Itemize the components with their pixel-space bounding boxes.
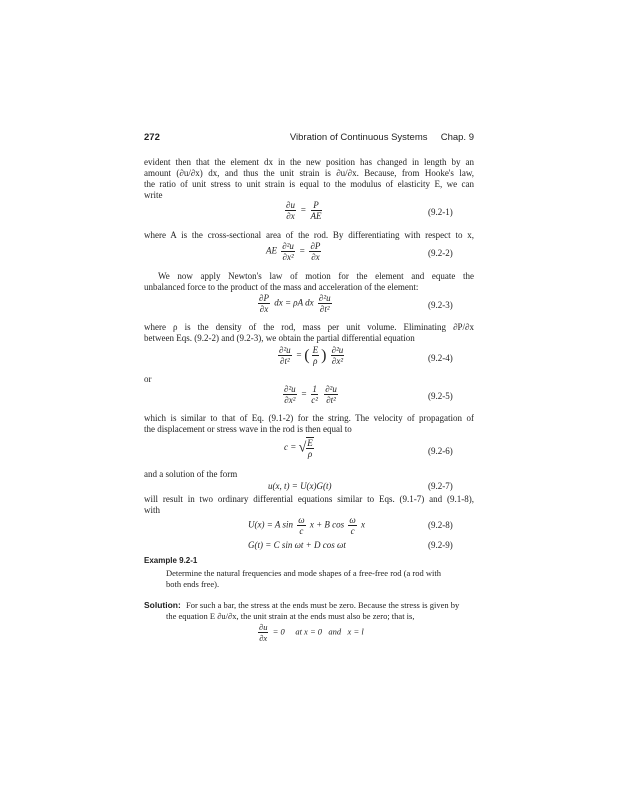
eq5-rhs-den: ∂t²: [326, 395, 336, 405]
text-line: the ratio of unit stress to unit strain is equal to the modulus of elasticity E, we can: [144, 179, 474, 189]
eq4-lhs-num: ∂²u: [279, 345, 291, 355]
eq1-lhs-num: ∂u: [286, 200, 295, 210]
eq4-rhs-den: ∂x²: [331, 356, 344, 366]
equation-9-2-6: c = √ $\frac{E}{\rho}$: [284, 438, 313, 459]
example-statement-line: Determine the natural frequencies and mode shapes of a free-free rod (a rod with: [166, 568, 441, 578]
equation-number: (9.2-5): [428, 391, 453, 401]
eq3-lhs-num: ∂P: [259, 293, 269, 303]
eq2-lhs-den: ∂x²: [282, 252, 294, 262]
text-line: the displacement or stress wave in the rod is then equal to: [144, 424, 352, 434]
eq4-coef-num: E: [312, 345, 319, 355]
example-title: Example 9.2-1: [144, 556, 198, 565]
equation-9-2-2: AE $\frac{\text{∂²u}}{\text{∂x²}}$ = $\frac{\partial P}{\partial x}$: [266, 241, 321, 262]
bc-text: = 0 at x = 0 and x = l: [272, 626, 364, 637]
eq8-part-c: x: [361, 519, 366, 530]
eq8-frac-num-2: ω: [349, 515, 356, 525]
text-line: will result in two ordinary differential equations similar to Eqs. (9.1-7) and (9.1-8),: [144, 494, 474, 504]
eq8-frac-num: ω: [298, 515, 305, 525]
eq2-prefix: AE: [266, 245, 277, 256]
text-line: unbalanced force to the product of the mass and acceleration of the element:: [144, 282, 419, 292]
equation-number: (9.2-9): [428, 540, 453, 550]
eq3-lhs-den: ∂x: [259, 304, 269, 314]
eq5-rhs-num: ∂²u: [325, 384, 337, 394]
boundary-condition: [256, 622, 364, 643]
eq5-lhs-den: ∂x²: [284, 395, 296, 405]
text-line: where A is the cross-sectional area of the rod. By differentiating with respect to x,: [144, 230, 474, 240]
bc-den: ∂x: [259, 633, 268, 643]
section-title: Vibration of Continuous Systems: [289, 132, 428, 143]
example-statement-line: both ends free).: [166, 579, 220, 589]
equation-number: (9.2-1): [428, 207, 453, 217]
equation-number: (9.2-6): [428, 446, 453, 456]
text-line: with: [144, 505, 161, 515]
eq5-coef-den: c²: [311, 395, 318, 405]
eq4-lhs-den: ∂t²: [280, 356, 290, 366]
text-line: evident then that the element dx in the new position has changed in length by an: [144, 157, 474, 167]
eq4-rhs-num: ∂²u: [331, 345, 344, 355]
text-line: which is similar to that of Eq. (9.1-2) for the string. The velocity of propagation of: [144, 413, 474, 423]
eq5-lhs-num: ∂²u: [284, 384, 296, 394]
eq2-lhs-num: ∂²u: [282, 241, 294, 251]
equation-9-2-3: [256, 293, 334, 314]
eq6-lhs: c =: [284, 442, 297, 453]
eq1-rhs-den: AE: [310, 211, 322, 221]
solution-line: the equation E ∂u/∂x, the unit strain at the ends must also be zero; that is,: [166, 611, 415, 621]
eq8-part-a: U(x) = A sin: [248, 519, 293, 530]
equation-number: (9.2-8): [428, 520, 453, 530]
text-line: between Eqs. (9.2-2) and (9.2-3), we obtain the partial differential equation: [144, 333, 415, 343]
equation-9-2-7: u(x, t) = U(x)G(t): [268, 481, 332, 491]
eq2-rhs-num: ∂P: [310, 241, 321, 251]
eq6-num: E: [307, 438, 313, 448]
page-number: 272: [144, 132, 160, 143]
equation-number: (9.2-2): [428, 248, 453, 258]
text-line: We now apply Newton's law of motion for the element and equate the: [158, 271, 474, 281]
eq3-rhs-den: ∂t²: [319, 304, 330, 314]
text-line: or: [144, 374, 152, 384]
equation-number: (9.2-4): [428, 353, 453, 363]
equation-9-2-1: $\frac{\partial u}{\partial x}$ = $\frac{P}{AE}$: [286, 200, 322, 221]
text-line: write: [144, 190, 163, 200]
page-header: [144, 132, 474, 148]
eq6-den: ρ: [307, 449, 313, 459]
solution-label: Solution:: [144, 600, 181, 610]
eq4-coef-den: ρ: [313, 356, 318, 366]
eq5-coef-num: 1: [312, 384, 317, 394]
eq3-rhs-num: ∂²u: [318, 293, 331, 303]
eq8-part-b: x + B cos: [309, 519, 345, 530]
bc-num: ∂u: [259, 622, 268, 632]
eq8-frac-den-2: c: [350, 526, 355, 536]
equation-number: (9.2-3): [428, 300, 453, 310]
eq2-rhs-den: ∂x: [311, 252, 320, 262]
equation-number: (9.2-7): [428, 481, 453, 491]
text-line: amount (∂u/∂x) dx, and thus the unit strain is ∂u/∂x. Because, from Hooke's law,: [144, 168, 474, 178]
eq8-frac-den: c: [299, 526, 304, 536]
equation-9-2-9: G(t) = C sin ωt + D cos ωt: [248, 540, 346, 550]
chapter-label: Chap. 9: [440, 132, 474, 143]
equation-9-2-5: $\frac{\text{∂²u}}{\text{∂x²}}$ = $\frac{1}{\text{c²}}$ $\frac{\text{∂²u}}{\text{∂t²}}$: [284, 384, 337, 405]
text-line: where ρ is the density of the rod, mass per unit volume. Eliminating ∂P/∂x: [144, 322, 474, 332]
running-title: [290, 132, 474, 143]
text-line: and a solution of the form: [144, 469, 238, 479]
equation-9-2-4: $\frac{\text{∂²u}}{\text{∂t²}}$ = ( $\frac{E}{\rho}$ ) $\frac{\text{∂²u}}{\text{∂x²}}$: [279, 345, 344, 366]
equation-9-2-8: [248, 515, 365, 536]
solution-line: For such a bar, the stress at the ends must be zero. Because the stress is given by: [186, 600, 460, 610]
eq1-lhs-den: ∂x: [286, 211, 295, 221]
eq1-rhs-num: P: [311, 200, 322, 211]
eq3-middle: dx = ρA dx: [274, 297, 314, 308]
